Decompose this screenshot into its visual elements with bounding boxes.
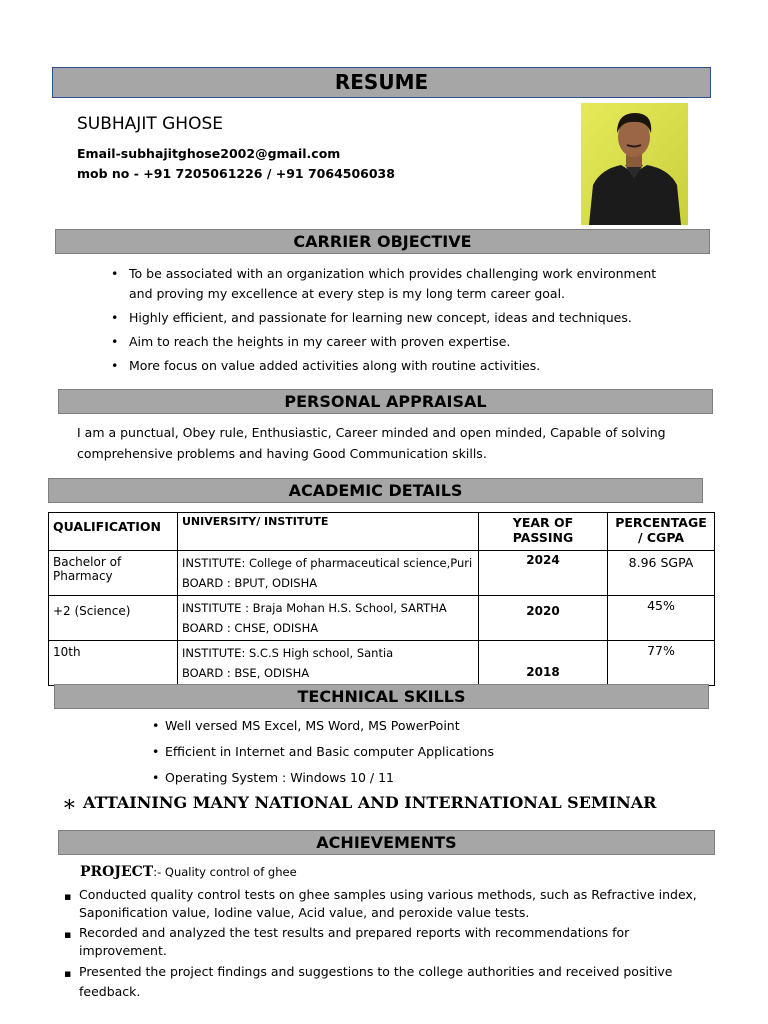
score-cell: 77% (608, 641, 715, 686)
year-cell: 2018 (479, 641, 608, 686)
project-label: PROJECT (80, 864, 154, 880)
appraisal-text: I am a punctual, Obey rule, Enthusiastic, Career minded and open minded, Capable of solving comprehensive problems and having Good Communication skills. (77, 425, 666, 461)
project-title: :- Quality control of ghee (153, 865, 297, 879)
carrier-objective-heading: CARRIER OBJECTIVE (55, 229, 710, 254)
institute-name: INSTITUTE: S.C.S High school, Santia (182, 646, 394, 660)
score-cell: 8.96 SGPA (608, 551, 715, 596)
list-item: • Highly efficient, and passionate for learning new concept, ideas and techniques. (111, 308, 671, 328)
mobile-text: mob no - +91 7205061226 / +91 7064506038 (77, 166, 395, 181)
academic-details-heading: ACADEMIC DETAILS (48, 478, 703, 503)
resume-title: RESUME (52, 67, 711, 98)
table-header-row (49, 513, 715, 551)
personal-appraisal-heading: PERSONAL APPRAISAL (58, 389, 713, 414)
list-item: • Operating System : Windows 10 / 11 (152, 765, 572, 791)
project-line (80, 864, 297, 880)
institute-header: UNIVERSITY/ INSTITUTE (178, 513, 479, 551)
qualification-cell: +2 (Science) (49, 596, 178, 641)
table-row (49, 641, 715, 686)
institute-name: INSTITUTE: College of pharmaceutical science,Puri (182, 556, 473, 570)
list-item: • Efficient in Internet and Basic computer Applications (152, 739, 572, 765)
objective-list (111, 264, 671, 376)
achievements-heading: ACHIEVEMENTS (58, 830, 715, 855)
list-item: ▪ Conducted quality control tests on ghee samples using various methods, such as Refractive index, Saponification value, Iodine value, Acid value, and peroxide value tests. (64, 886, 704, 922)
asterisk-icon: ∗ (62, 792, 77, 817)
year-cell: 2020 (479, 596, 608, 641)
academic-table (48, 512, 715, 686)
technical-skills-list (152, 713, 572, 791)
year-cell: 2024 (479, 551, 608, 596)
board-name: BOARD : BPUT, ODISHA (182, 576, 318, 590)
institute-name: INSTITUTE : Braja Mohan H.S. School, SARTHA (182, 601, 447, 615)
list-item: ▪ Presented the project findings and suggestions to the college authorities and received positive feedback. (64, 962, 704, 1002)
seminar-text: ATTAINING MANY NATIONAL AND INTERNATIONAL SEMINAR (82, 793, 657, 812)
profile-photo (581, 103, 688, 225)
project-list (64, 886, 704, 1002)
qualification-cell: Bachelor of Pharmacy (49, 551, 178, 596)
list-item: ▪ Recorded and analyzed the test results and prepared reports with recommendations for improvement. (64, 924, 704, 960)
seminar-line (62, 792, 656, 817)
score-header: PERCENTAGE / CGPA (608, 513, 715, 551)
list-item: • To be associated with an organization which provides challenging work environment and proving my excellence at every step is my long term career goal. (111, 264, 671, 304)
year-header: YEAR OF PASSING (479, 513, 608, 551)
institute-cell (178, 596, 479, 641)
institute-cell (178, 641, 479, 686)
table-row (49, 551, 715, 596)
list-item: • Well versed MS Excel, MS Word, MS PowerPoint (152, 713, 572, 739)
institute-cell (178, 551, 479, 596)
technical-skills-heading: TECHNICAL SKILLS (54, 684, 709, 709)
score-cell: 45% (608, 596, 715, 641)
qualification-cell: 10th (49, 641, 178, 686)
candidate-name: SUBHAJIT GHOSE (77, 114, 223, 134)
email-text: Email-subhajitghose2002@gmail.com (77, 146, 341, 161)
list-item: • More focus on value added activities along with routine activities. (111, 356, 671, 376)
qualification-header: QUALIFICATION (49, 513, 178, 551)
list-item: • Aim to reach the heights in my career with proven expertise. (111, 332, 671, 352)
board-name: BOARD : BSE, ODISHA (182, 666, 310, 680)
table-row (49, 596, 715, 641)
board-name: BOARD : CHSE, ODISHA (182, 621, 319, 635)
